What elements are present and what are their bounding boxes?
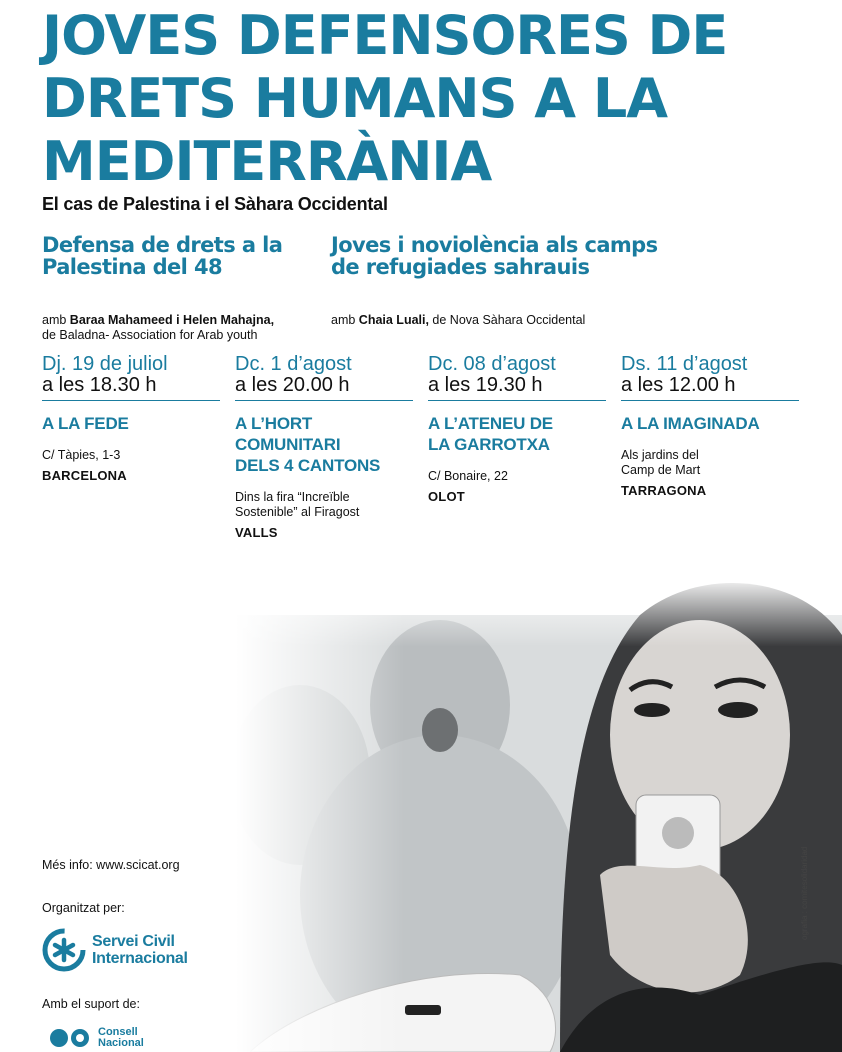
event-valls [235,354,415,540]
talk-title: Joves i noviolència als camps de refugiades sahrauis [331,233,658,279]
divider [235,400,413,401]
event-time: a les 20.00 h [235,374,350,396]
cnj-name: Consell Nacional [98,1026,144,1049]
event-time: a les 18.30 h [42,374,157,396]
support-label: Amb el suport de: [42,997,140,1011]
divider [428,400,606,401]
event-date: Dc. 1 d’agost [235,353,352,375]
sci-name: Servei Civil Internacional [92,933,188,967]
event-time: a les 19.30 h [428,374,543,396]
event-city: OLOT [428,489,465,504]
photo-credit: ografia : comitesolidaridad [800,846,809,940]
more-info-link[interactable]: Més info: www.scicat.org [42,858,180,872]
talk-palestine [42,234,322,343]
talk-title: Defensa de drets a la Palestina del 48 [42,233,283,279]
event-olot [428,354,608,504]
talk-sahara [331,234,691,328]
divider [621,400,799,401]
event-address: Als jardins del Camp de Mart [621,448,701,477]
event-venue: A L’HORT COMUNITARI DELS 4 CANTONS [235,414,381,475]
poster-subtitle: El cas de Palestina i el Sàhara Occidental [42,194,388,214]
event-barcelona [42,354,222,483]
event-venue: A L’ATENEU DE LA GARROTXA [428,414,553,454]
title-line: MEDITERRÀNIA [42,130,492,193]
title-line: JOVES DEFENSORES DE [42,4,728,67]
event-city: VALLS [235,525,278,540]
sci-logo [42,928,188,972]
asterisk-logo-icon [42,928,86,972]
event-address: C/ Bonaire, 22 [428,469,508,483]
event-address: Dins la fira “Increïble Sostenible” al Firagost [235,490,360,519]
event-tarragona [621,354,801,498]
double-circle-logo-icon [48,1027,92,1049]
event-date: Ds. 11 d’agost [621,353,748,375]
event-time: a les 12.00 h [621,374,736,396]
event-address: C/ Tàpies, 1-3 [42,448,121,462]
cnj-logo [48,1027,144,1049]
title-line: DRETS HUMANS A LA [42,67,668,130]
event-date: Dj. 19 de juliol [42,353,168,375]
event-venue: A LA FEDE [42,414,129,433]
event-venue: A LA IMAGINADA [621,414,760,433]
talk-speakers: amb Chaia Luali, de Nova Sàhara Occidental [331,313,586,327]
event-city: TARRAGONA [621,483,707,498]
poster-title [42,4,832,193]
event-city: BARCELONA [42,468,127,483]
protest-photo [0,575,842,1052]
divider [42,400,220,401]
talk-speakers: amb Baraa Mahameed i Helen Mahajna, de Baladna- Association for Arab youth [42,313,275,342]
event-date: Dc. 08 d’agost [428,353,556,375]
organized-by-label: Organitzat per: [42,901,125,915]
